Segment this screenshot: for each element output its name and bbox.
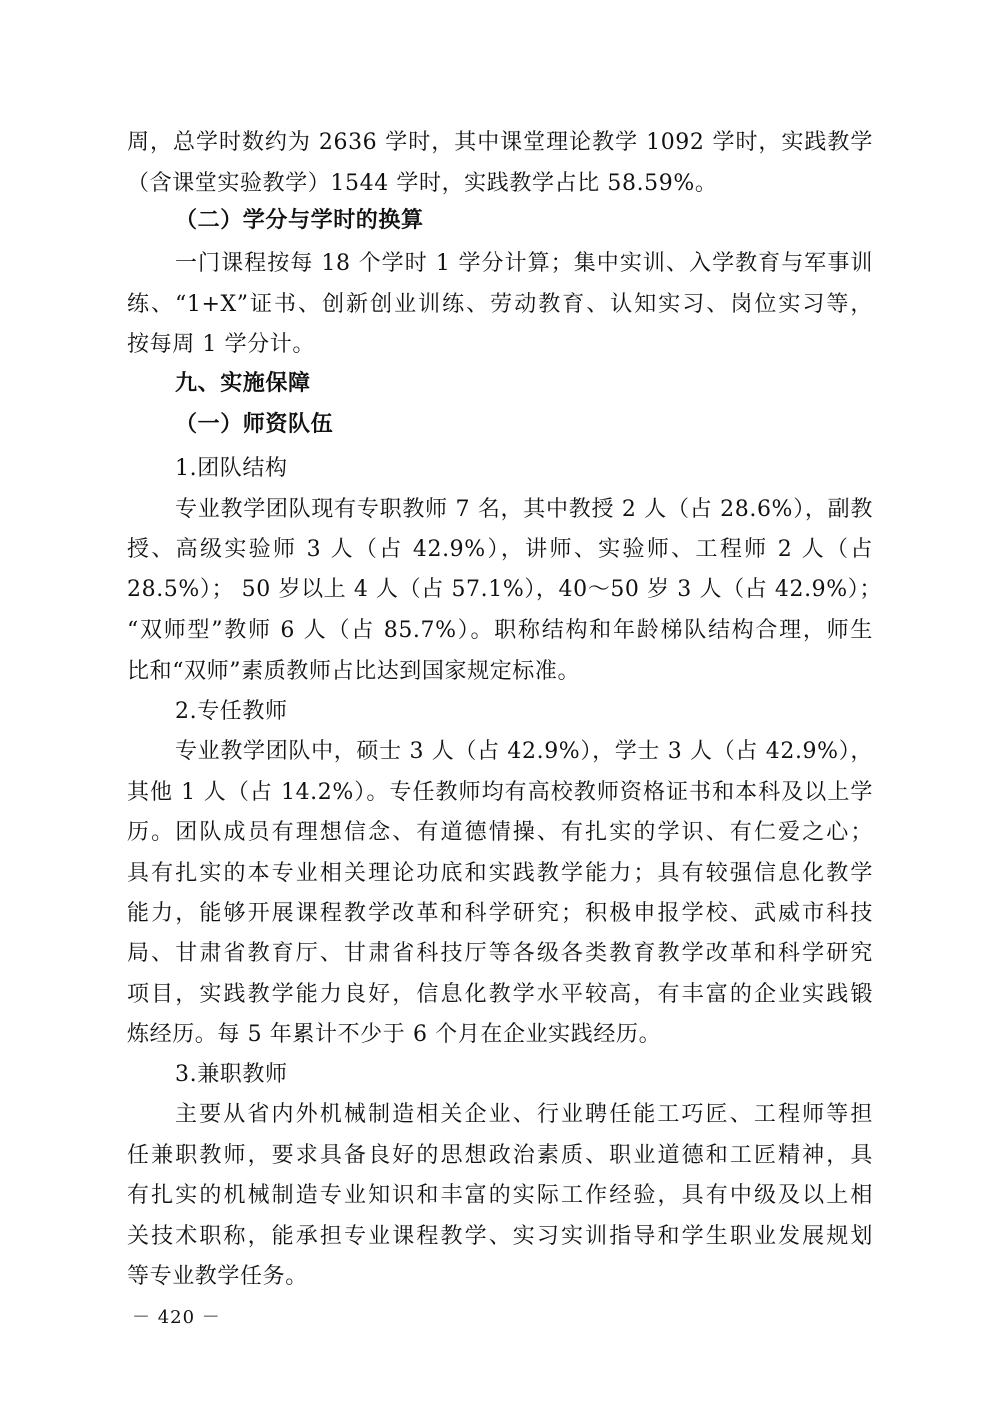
paragraph-line: 授、高级实验师 3 人（占 42.9%），讲师、实验师、工程师 2 人（占 [127, 537, 873, 562]
paragraph-line: 比和“双师”素质教师占比达到国家规定标准。 [127, 659, 581, 684]
section-heading: （二）学分与学时的换算 [175, 208, 424, 233]
paragraph-line: 等专业教学任务。 [127, 1264, 308, 1289]
section-heading: （一）师资队伍 [175, 412, 334, 437]
paragraph-line: 局、甘肃省教育厅、甘肃省科技厅等各级各类教育教学改革和科学研究 [127, 941, 873, 966]
paragraph-line: （含课堂实验教学）1544 学时，实践教学占比 58.59%。 [127, 171, 718, 196]
paragraph-line: 炼经历。每 5 年累计不少于 6 个月在企业实践经历。 [127, 1022, 662, 1047]
subsection-heading: 3.兼职教师 [175, 1062, 288, 1087]
paragraph-line: 练、“1+X”证书、创新创业训练、劳动教育、认知实习、岗位实习等， [127, 292, 873, 317]
paragraph-line: 专业教学团队现有专职教师 7 名，其中教授 2 人（占 28.6%），副教 [175, 497, 873, 522]
paragraph-line: “双师型”教师 6 人（占 85.7%）。职称结构和年龄梯队结构合理，师生 [127, 618, 873, 643]
paragraph-line: 一门课程按每 18 个学时 1 学分计算；集中实训、入学教育与军事训 [175, 251, 873, 276]
paragraph-line: 主要从省内外机械制造相关企业、行业聘任能工巧匠、工程师等担 [175, 1102, 873, 1127]
paragraph-line: 其他 1 人（占 14.2%）。专任教师均有高校教师资格证书和本科及以上学 [127, 780, 873, 805]
paragraph-line: 有扎实的机械制造专业知识和丰富的实际工作经验，具有中级及以上相 [127, 1183, 873, 1208]
paragraph-line: 能力，能够开展课程教学改革和科学研究；积极申报学校、武威市科技 [127, 901, 873, 926]
paragraph-line: 专业教学团队中，硕士 3 人（占 42.9%），学士 3 人（占 42.9%）， [175, 739, 873, 764]
paragraph-line: 关技术职称，能承担专业课程教学、实习实训指导和学生职业发展规划 [127, 1224, 873, 1249]
paragraph-line: 周，总学时数约为 2636 学时，其中课堂理论教学 1092 学时，实践教学 [127, 130, 873, 155]
paragraph-line: 具有扎实的本专业相关理论功底和实践教学能力；具有较强信息化教学 [127, 861, 873, 886]
paragraph-line: 任兼职教师，要求具备良好的思想政治素质、职业道德和工匠精神，具 [127, 1143, 873, 1168]
paragraph-line: 按每周 1 学分计。 [127, 332, 315, 357]
page-number: － 420 － [132, 1307, 221, 1328]
chapter-heading: 九、实施保障 [175, 371, 311, 396]
paragraph-line: 历。团队成员有理想信念、有道德情操、有扎实的学识、有仁爱之心； [127, 820, 873, 845]
subsection-heading: 1.团队结构 [175, 456, 288, 481]
subsection-heading: 2.专任教师 [175, 699, 288, 724]
paragraph-line: 28.5%）； 50 岁以上 4 人（占 57.1%），40～50 岁 3 人（占 42.9%）； [127, 577, 882, 602]
paragraph-line: 项目，实践教学能力良好，信息化教学水平较高，有丰富的企业实践锻 [127, 982, 873, 1007]
